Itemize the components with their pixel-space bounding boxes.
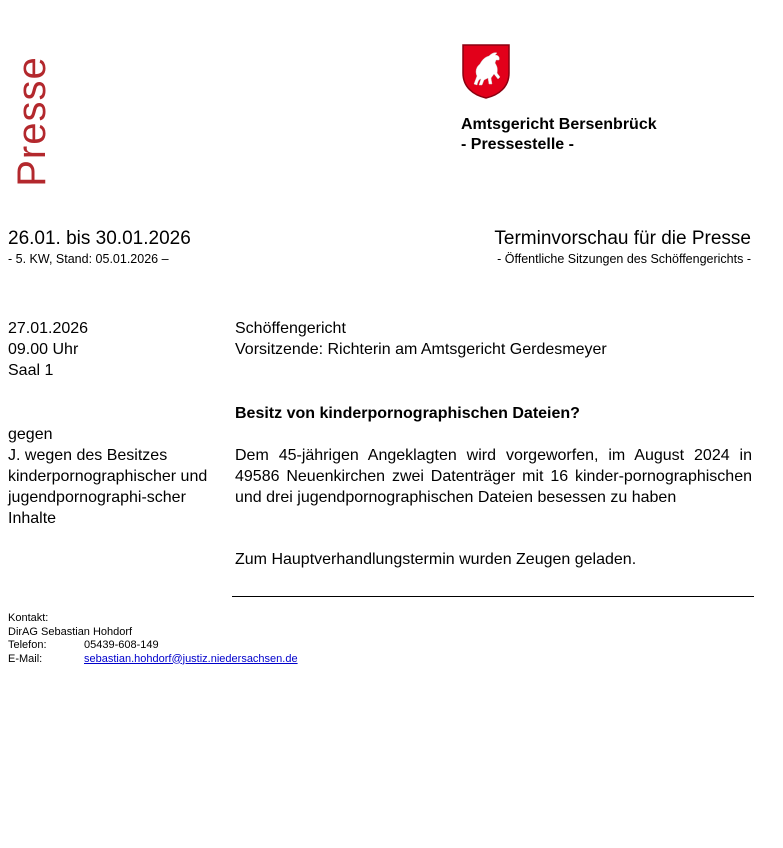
email-label: E-Mail: — [8, 652, 43, 665]
court-info — [235, 318, 752, 360]
session-date: 27.01.2026 — [8, 320, 89, 337]
case-description: Dem 45-jährigen Angeklagten wird vorgeworfen, im August 2024 in 49586 Neuenkirchen zwei Datenträger mit 16 kinder-pornographischen und drei jugendpornographischen Dateien besessen zu haben — [235, 447, 752, 506]
contact-name: DirAG Sebastian Hohdorf — [8, 625, 133, 638]
presiding-judge: Vorsitzende: Richterin am Amtsgericht Gerdesmeyer — [235, 341, 607, 358]
court-type: Schöffengericht — [235, 320, 346, 337]
phone-label: Telefon: — [8, 639, 47, 651]
divider-line — [232, 596, 754, 597]
defendant-info — [8, 424, 208, 529]
date-range: 26.01. bis 30.01.2026 — [8, 228, 191, 249]
contact-phone-row — [8, 639, 298, 653]
phone-number: 05439-608-149 — [84, 639, 159, 651]
case-headline: Besitz von kinderpornographischen Dateien? — [235, 405, 580, 422]
calendar-week-status: - 5. KW, Stand: 05.01.2026 – — [8, 252, 169, 266]
press-office-label: - Pressestelle - — [461, 136, 574, 153]
against-label: gegen — [8, 426, 53, 443]
contact-block — [8, 612, 298, 666]
presse-sidebar-label — [9, 55, 54, 187]
defendant-charge: J. wegen des Besitzes kinderpornographischer und jugendpornographi-scher Inhalte — [8, 447, 208, 527]
preview-title: Terminvorschau für die Presse — [494, 228, 751, 249]
contact-email-row — [8, 653, 298, 667]
session-info — [8, 318, 218, 381]
contact-heading: Kontakt: — [8, 612, 49, 624]
court-name: Amtsgericht Bersenbrück — [461, 116, 657, 133]
preview-subtitle: - Öffentliche Sitzungen des Schöffengerichts - — [497, 252, 751, 266]
email-link[interactable]: sebastian.hohdorf@justiz.niedersachsen.de — [84, 652, 298, 665]
session-time: 09.00 Uhr — [8, 341, 79, 358]
witnesses-note: Zum Hauptverhandlungstermin wurden Zeugen geladen. — [235, 551, 637, 568]
presse-word: Presse — [9, 55, 54, 187]
session-room: Saal 1 — [8, 362, 54, 379]
lower-saxony-horse-crest-icon — [461, 43, 511, 99]
